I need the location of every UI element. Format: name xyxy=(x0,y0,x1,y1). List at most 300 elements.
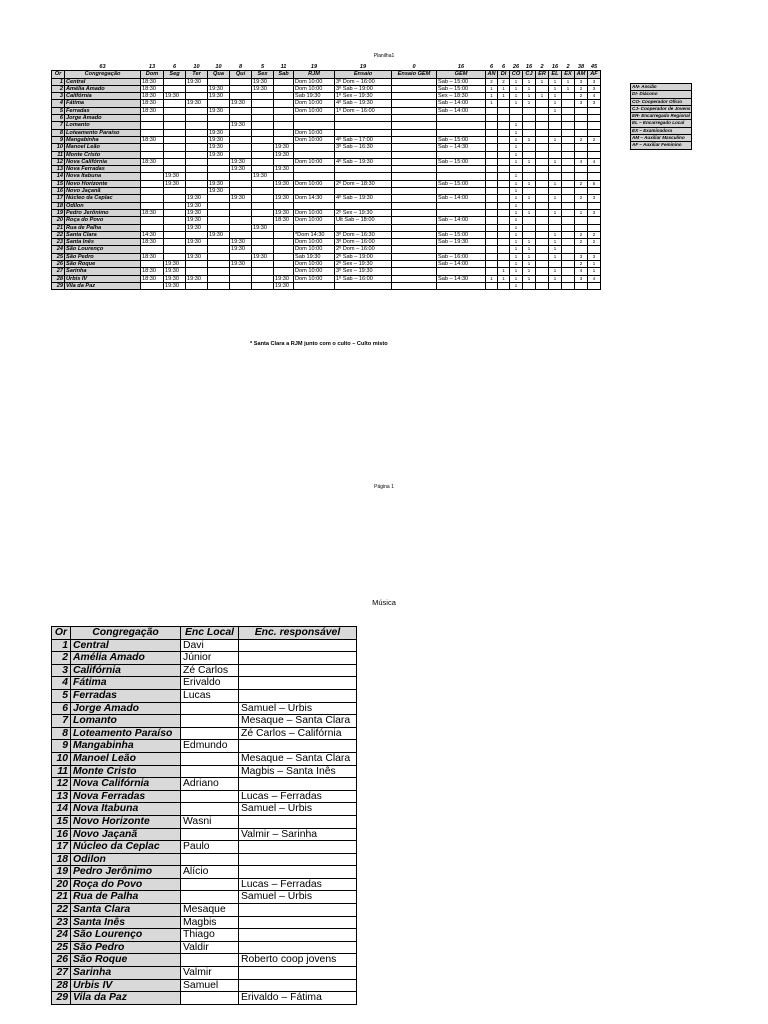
table-cell xyxy=(562,144,575,151)
table-cell xyxy=(392,122,437,129)
table-cell xyxy=(230,107,252,114)
table-cell xyxy=(164,202,186,209)
table-cell: 21 xyxy=(52,224,65,231)
table-cell: 3º Sab – 16:30 xyxy=(335,144,392,151)
table-cell xyxy=(575,151,588,158)
table-cell xyxy=(575,202,588,209)
table-cell xyxy=(392,107,437,114)
table-row xyxy=(52,790,357,803)
table-cell xyxy=(498,209,510,216)
table-cell: 1 xyxy=(510,282,523,289)
table-cell: 1 xyxy=(523,100,536,107)
table-cell: 24 xyxy=(52,246,65,253)
table-cell: Manoel Leão xyxy=(65,144,141,151)
table-row xyxy=(52,239,601,246)
count-cell: 8 xyxy=(238,64,243,70)
table-cell: Dom 14:30 xyxy=(294,195,335,202)
table-cell xyxy=(486,253,498,260)
table-row xyxy=(52,93,601,100)
table-cell: Vila da Paz xyxy=(65,282,141,289)
table-cell: 1 xyxy=(510,144,523,151)
table-cell xyxy=(252,188,274,195)
table-cell xyxy=(523,173,536,180)
table-cell xyxy=(186,261,208,268)
table-cell xyxy=(498,261,510,268)
count-cell: 45 xyxy=(590,64,598,70)
table-cell xyxy=(575,129,588,136)
table-cell xyxy=(252,231,274,238)
table-cell: 1 xyxy=(510,231,523,238)
legend-row xyxy=(631,120,692,127)
table-cell xyxy=(575,217,588,224)
table-cell xyxy=(274,100,294,107)
table-cell xyxy=(230,93,252,100)
table-row xyxy=(52,282,601,289)
table-cell xyxy=(536,231,549,238)
table-cell xyxy=(239,916,357,929)
table-cell xyxy=(536,195,549,202)
table-cell: Dom 10:00 xyxy=(294,136,335,143)
table-cell xyxy=(510,166,523,173)
table-cell: 1 xyxy=(510,209,523,216)
table-cell: 1 xyxy=(523,136,536,143)
table-cell xyxy=(523,129,536,136)
table-cell: Nova Ferradas xyxy=(71,790,181,803)
table-cell xyxy=(523,202,536,209)
table-cell: Núcleo da Ceplac xyxy=(65,195,141,202)
table-cell: 19:30 xyxy=(274,144,294,151)
table-cell: 18:30 xyxy=(141,100,164,107)
table-cell: Monte Cristo xyxy=(65,151,141,158)
table-cell xyxy=(239,929,357,942)
table-cell: Sab – 15:00 xyxy=(437,158,486,165)
table-cell: 1 xyxy=(510,180,523,187)
table-cell xyxy=(186,144,208,151)
table-cell: 4º Sab – 19:30 xyxy=(335,100,392,107)
table-cell xyxy=(274,115,294,122)
table-cell xyxy=(274,188,294,195)
table-cell: Vila da Paz xyxy=(71,992,181,1005)
table-cell xyxy=(252,122,274,129)
table-cell: Fátima xyxy=(71,677,181,690)
table-cell xyxy=(141,173,164,180)
column-header: EX xyxy=(562,71,575,78)
column-header: Ensaio GEM xyxy=(392,71,437,78)
table-cell xyxy=(164,78,186,85)
table-cell xyxy=(562,100,575,107)
table-cell: 1 xyxy=(510,261,523,268)
table-cell xyxy=(141,282,164,289)
table-cell: Dom 10:00 xyxy=(294,209,335,216)
table-cell xyxy=(588,144,601,151)
table-cell xyxy=(523,188,536,195)
table-cell xyxy=(588,107,601,114)
table-cell: 2 xyxy=(486,78,498,85)
table-cell: 18 xyxy=(52,202,65,209)
table-cell: Pedro Jerônimo xyxy=(71,866,181,879)
table-cell xyxy=(523,282,536,289)
table-cell xyxy=(141,217,164,224)
table-cell xyxy=(274,129,294,136)
table-cell: 1 xyxy=(523,239,536,246)
table-cell: 1 xyxy=(510,93,523,100)
table-cell xyxy=(562,275,575,282)
table-cell xyxy=(588,202,601,209)
table-cell xyxy=(252,202,274,209)
table-cell xyxy=(252,144,274,151)
table-cell: 16 xyxy=(52,828,71,841)
count-cell: 19 xyxy=(310,64,318,70)
table-cell: 1 xyxy=(562,78,575,85)
table-cell: 1º Dom – 16:00 xyxy=(335,107,392,114)
table-cell: 3 xyxy=(588,85,601,92)
table-cell: Ferradas xyxy=(71,689,181,702)
table-cell xyxy=(392,78,437,85)
table-cell xyxy=(588,129,601,136)
table-cell: 19:30 xyxy=(252,224,274,231)
table-cell xyxy=(186,151,208,158)
table-cell xyxy=(562,195,575,202)
table-cell: 25 xyxy=(52,941,71,954)
table-cell: 2 xyxy=(588,231,601,238)
table-cell xyxy=(186,115,208,122)
table-cell xyxy=(208,158,230,165)
table-cell xyxy=(252,93,274,100)
table-cell: 4 xyxy=(588,93,601,100)
table-cell xyxy=(164,151,186,158)
table-cell: 9 xyxy=(52,740,71,753)
table-cell: 1 xyxy=(510,202,523,209)
table-cell: Wasni xyxy=(181,815,239,828)
table-cell xyxy=(562,261,575,268)
legend-item: AM – Auxiliar Masculino xyxy=(631,135,692,142)
table-cell xyxy=(239,664,357,677)
table-cell xyxy=(549,224,562,231)
table-cell: 20 xyxy=(52,217,65,224)
table-cell: 4º Sab – 17:00 xyxy=(335,136,392,143)
table-cell xyxy=(575,107,588,114)
table-cell: 15 xyxy=(52,815,71,828)
table-cell: Dom 10:00 xyxy=(294,217,335,224)
table-cell xyxy=(437,224,486,231)
table-row xyxy=(52,828,357,841)
table-cell: Rua de Palha xyxy=(71,891,181,904)
table-row xyxy=(52,677,357,690)
table-cell xyxy=(230,224,252,231)
table-cell: Nova Califórnia xyxy=(65,158,141,165)
table-cell xyxy=(510,107,523,114)
table-cell xyxy=(486,136,498,143)
legend-item: EL – Encarregado Local xyxy=(631,120,692,127)
table-cell xyxy=(335,115,392,122)
table-cell xyxy=(536,107,549,114)
table-cell: 1 xyxy=(510,136,523,143)
table-cell xyxy=(498,246,510,253)
table-cell xyxy=(498,100,510,107)
table-cell xyxy=(335,173,392,180)
table-cell: Loteamento Paraíso xyxy=(65,129,141,136)
table-cell xyxy=(392,217,437,224)
table-cell xyxy=(498,180,510,187)
table-cell xyxy=(208,209,230,216)
table-cell xyxy=(392,246,437,253)
count-cell: 6 xyxy=(172,64,177,70)
table-cell: 1 xyxy=(575,209,588,216)
table-cell: Odilon xyxy=(65,202,141,209)
table-cell xyxy=(274,107,294,114)
table-cell: Sarinha xyxy=(71,967,181,980)
table-cell xyxy=(335,202,392,209)
table-row xyxy=(52,891,357,904)
table-cell xyxy=(575,115,588,122)
table-cell: Califórnia xyxy=(71,664,181,677)
table-cell xyxy=(208,78,230,85)
table-cell: 1 xyxy=(549,100,562,107)
table-cell xyxy=(208,246,230,253)
table-cell: 14 xyxy=(52,803,71,816)
music-header-row xyxy=(52,627,357,640)
table-cell: Sarinha xyxy=(65,268,141,275)
table-cell: 3 xyxy=(588,209,601,216)
table-cell: Sab – 15:00 xyxy=(437,85,486,92)
column-header: Seg xyxy=(164,71,186,78)
table-cell: Dom 10:00 xyxy=(294,275,335,282)
table-cell xyxy=(588,151,601,158)
table-cell: 27 xyxy=(52,967,71,980)
table-cell: 1 xyxy=(549,246,562,253)
legend-row xyxy=(631,91,692,98)
table-cell xyxy=(523,217,536,224)
table-cell xyxy=(486,282,498,289)
table-cell xyxy=(549,282,562,289)
table-cell xyxy=(252,268,274,275)
table-cell: 1 xyxy=(510,78,523,85)
table-row xyxy=(52,202,601,209)
table-cell: 1 xyxy=(523,158,536,165)
table-cell: Zé Carlos xyxy=(181,664,239,677)
table-cell xyxy=(562,129,575,136)
table-cell: 20 xyxy=(52,878,71,891)
table-cell: 1 xyxy=(510,188,523,195)
table-cell xyxy=(164,115,186,122)
legend-item: DI- Diácono xyxy=(631,91,692,98)
table-cell: Novo Horizonte xyxy=(65,180,141,187)
table-cell: Pedro Jerônimo xyxy=(65,209,141,216)
table-cell xyxy=(392,231,437,238)
table-cell xyxy=(392,195,437,202)
table-cell: Sab – 15:00 xyxy=(437,231,486,238)
table-cell xyxy=(549,217,562,224)
table-cell xyxy=(335,166,392,173)
table-row xyxy=(52,803,357,816)
table-cell xyxy=(294,144,335,151)
table-cell: 1 xyxy=(549,85,562,92)
table-cell xyxy=(335,188,392,195)
table-cell xyxy=(252,100,274,107)
table-cell: Manoel Leão xyxy=(71,752,181,765)
table-cell xyxy=(562,239,575,246)
table-cell xyxy=(274,78,294,85)
table-row xyxy=(52,841,357,854)
table-cell xyxy=(392,202,437,209)
table-cell xyxy=(562,180,575,187)
table-cell xyxy=(208,275,230,282)
table-row xyxy=(52,151,601,158)
table-cell: Nova Ferradas xyxy=(65,166,141,173)
table-cell: Odilon xyxy=(71,853,181,866)
table-cell xyxy=(274,85,294,92)
table-cell xyxy=(186,246,208,253)
table-cell: 1 xyxy=(523,268,536,275)
table-cell xyxy=(498,115,510,122)
table-cell: 1 xyxy=(510,217,523,224)
table-cell xyxy=(274,231,294,238)
column-header: Dom xyxy=(141,71,164,78)
table-cell xyxy=(208,115,230,122)
table-cell xyxy=(536,282,549,289)
table-cell xyxy=(549,151,562,158)
table-cell: 18:30 xyxy=(141,209,164,216)
table-cell: Lomanto xyxy=(71,715,181,728)
column-header: AF xyxy=(588,71,601,78)
table-cell xyxy=(208,122,230,129)
table-cell: Urbis IV xyxy=(71,979,181,992)
table-cell: 19:30 xyxy=(164,282,186,289)
table-cell xyxy=(252,195,274,202)
table-cell xyxy=(588,282,601,289)
table-cell xyxy=(230,85,252,92)
table-cell: 1 xyxy=(536,78,549,85)
table-cell xyxy=(549,115,562,122)
table-cell: 19:30 xyxy=(208,129,230,136)
column-header: Sex xyxy=(252,71,274,78)
table-row xyxy=(52,664,357,677)
table-cell xyxy=(498,151,510,158)
table-cell: 19:30 xyxy=(208,231,230,238)
table-cell xyxy=(186,122,208,129)
table-cell: 4 xyxy=(575,268,588,275)
table-cell: 2º Sex – 19:30 xyxy=(335,261,392,268)
table-cell: Mesaque – Santa Clara xyxy=(239,752,357,765)
table-cell xyxy=(536,202,549,209)
table-cell xyxy=(498,253,510,260)
table-cell xyxy=(498,195,510,202)
count-cell: 38 xyxy=(577,64,585,70)
table-cell: 1 xyxy=(549,158,562,165)
table-cell: 8 xyxy=(52,129,65,136)
table-cell: 1 xyxy=(549,239,562,246)
table-cell xyxy=(252,151,274,158)
table-cell xyxy=(335,151,392,158)
table-cell: Mangabinha xyxy=(71,740,181,753)
table-row xyxy=(52,727,357,740)
table-cell: 1 xyxy=(549,78,562,85)
count-cell: 63 xyxy=(99,64,106,70)
table-cell xyxy=(575,246,588,253)
table-cell: 1 xyxy=(523,275,536,282)
column-header: Ter xyxy=(186,71,208,78)
table-cell xyxy=(486,239,498,246)
table-cell xyxy=(498,166,510,173)
table-cell: Sab – 14:30 xyxy=(437,275,486,282)
column-header: AN xyxy=(487,71,496,78)
table-cell xyxy=(181,727,239,740)
table-cell xyxy=(141,151,164,158)
table-cell xyxy=(536,253,549,260)
table-cell: 4º Sab – 19:30 xyxy=(335,158,392,165)
table-cell xyxy=(486,217,498,224)
table-row xyxy=(52,217,601,224)
table-cell: 17 xyxy=(52,195,65,202)
table-cell: 19:30 xyxy=(208,151,230,158)
table-cell: 19:30 xyxy=(274,282,294,289)
table-cell: 19:30 xyxy=(230,166,252,173)
table-cell xyxy=(141,224,164,231)
table-row xyxy=(52,639,357,652)
table-cell: 1 xyxy=(549,195,562,202)
table-cell: 3 xyxy=(575,253,588,260)
table-cell xyxy=(392,115,437,122)
table-cell: 18:30 xyxy=(141,93,164,100)
table-cell xyxy=(208,217,230,224)
table-cell: 2º Sex – 19:30 xyxy=(335,209,392,216)
table-cell xyxy=(164,195,186,202)
table-cell: Thiago xyxy=(181,929,239,942)
table-cell: 10 xyxy=(52,144,65,151)
table-cell: 18:30 xyxy=(141,268,164,275)
table-cell xyxy=(536,158,549,165)
table-cell xyxy=(239,652,357,665)
table-cell xyxy=(335,129,392,136)
table-cell: 6 xyxy=(52,702,71,715)
table-cell xyxy=(252,275,274,282)
column-header: Enc Local xyxy=(181,627,239,640)
count-cell: 2 xyxy=(566,64,570,70)
legend-row xyxy=(631,98,692,105)
table-cell: 23 xyxy=(52,916,71,929)
table-cell: 21 xyxy=(52,891,71,904)
table-cell xyxy=(181,715,239,728)
table-row xyxy=(52,752,357,765)
legend-item: CO- Cooperador Ofício xyxy=(631,98,692,105)
table-cell: Sab – 15:00 xyxy=(437,136,486,143)
table-cell xyxy=(498,107,510,114)
table-cell xyxy=(588,115,601,122)
table-cell xyxy=(486,180,498,187)
table-row xyxy=(52,180,601,187)
table-cell xyxy=(562,136,575,143)
table-row xyxy=(52,740,357,753)
table-cell: 18:30 xyxy=(141,85,164,92)
table-cell xyxy=(498,173,510,180)
count-cell: 16 xyxy=(551,64,559,70)
table-cell xyxy=(274,253,294,260)
table-cell xyxy=(392,100,437,107)
table-cell xyxy=(208,202,230,209)
table-cell xyxy=(437,209,486,216)
table-cell xyxy=(252,239,274,246)
table-cell xyxy=(392,151,437,158)
role-legend xyxy=(630,83,692,150)
table-row xyxy=(52,967,357,980)
table-row xyxy=(52,261,601,268)
table-cell xyxy=(230,202,252,209)
table-row xyxy=(52,188,601,195)
table-cell xyxy=(252,209,274,216)
table-cell xyxy=(562,122,575,129)
table-cell xyxy=(486,158,498,165)
table-cell: 1 xyxy=(498,268,510,275)
